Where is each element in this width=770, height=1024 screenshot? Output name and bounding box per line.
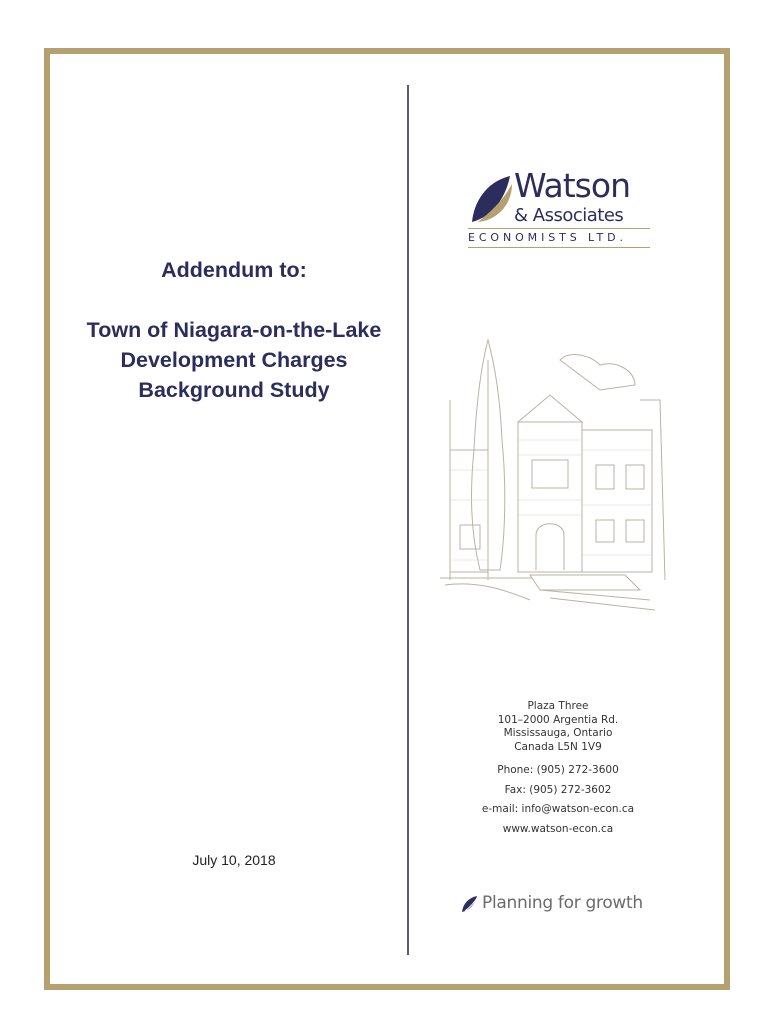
report-date: July 10, 2018 xyxy=(192,852,276,868)
study-title-line-1: Town of Niagara-on-the-Lake xyxy=(86,318,382,342)
email-address: e-mail: info@watson-econ.ca xyxy=(481,803,635,815)
address-line-1: Plaza Three xyxy=(527,700,589,712)
logo-associates-text: & Associates xyxy=(514,205,624,226)
logo-rule-top xyxy=(468,228,650,229)
logo-watson-text: Watson xyxy=(514,166,630,205)
study-title-line-3: Background Study xyxy=(138,378,330,402)
phone-number: Phone: (905) 272-3600 xyxy=(497,764,619,776)
address-line-4: Canada L5N 1V9 xyxy=(514,740,602,753)
house-illustration xyxy=(440,330,670,630)
website-url: www.watson-econ.ca xyxy=(502,822,614,835)
leaf-icon xyxy=(468,172,514,224)
tagline-text: Planning for growth xyxy=(482,893,643,913)
logo-rule-bottom xyxy=(468,247,650,248)
fax-number: Fax: (905) 272-3602 xyxy=(504,783,612,796)
address-line-2: 101–2000 Argentia Rd. xyxy=(497,713,619,726)
watson-logo xyxy=(466,166,650,252)
study-title xyxy=(44,315,424,405)
title-addendum: Addendum to: xyxy=(161,258,307,282)
logo-economists-text: ECONOMISTS LTD. xyxy=(468,231,627,244)
office-address xyxy=(468,700,648,836)
small-leaf-icon xyxy=(460,895,478,913)
address-line-3: Mississauga, Ontario xyxy=(503,727,613,739)
planning-for-growth-tagline xyxy=(460,892,660,918)
vertical-divider xyxy=(407,85,409,955)
study-title-line-2: Development Charges xyxy=(120,348,348,372)
